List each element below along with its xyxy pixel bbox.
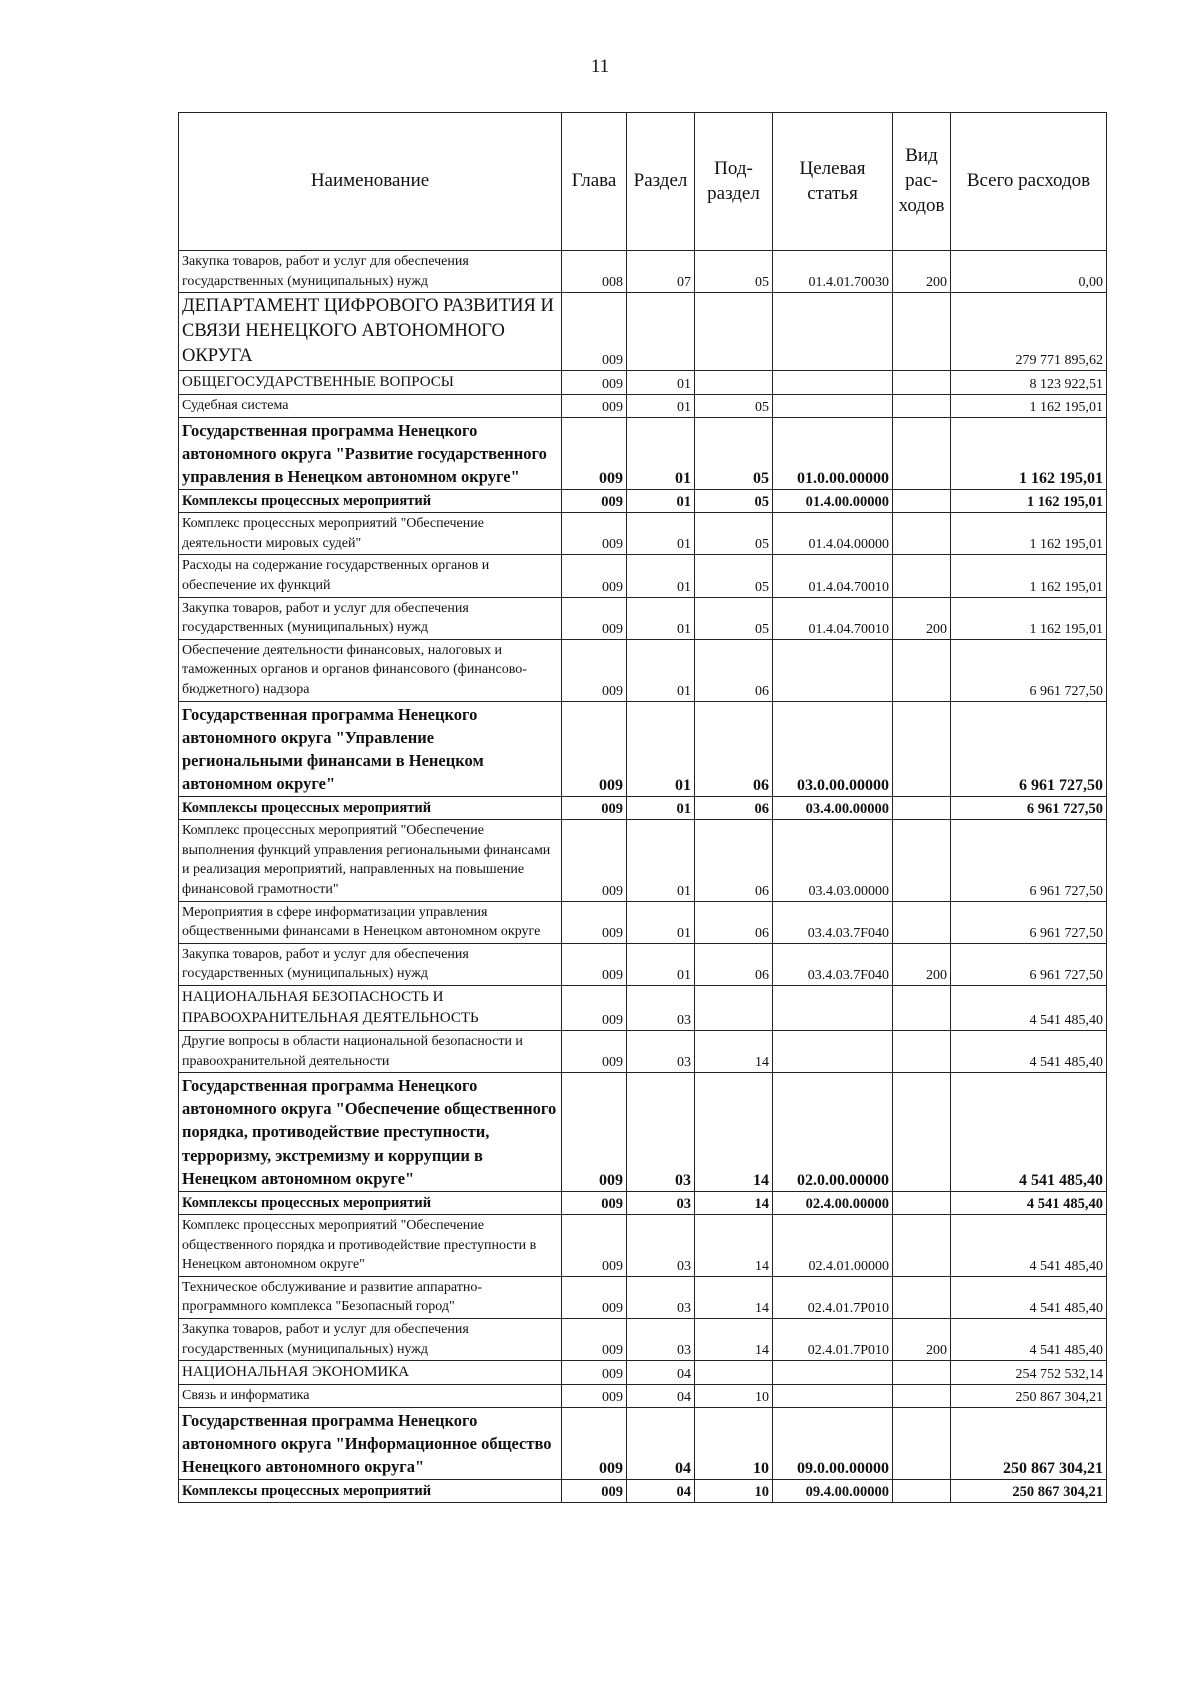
row-razdel: 03	[627, 1214, 695, 1276]
row-podrazdel: 05	[695, 251, 773, 293]
row-celevaya: 01.0.00.00000	[773, 417, 893, 489]
row-vid	[893, 796, 951, 819]
row-razdel: 03	[627, 1276, 695, 1318]
row-glava: 009	[562, 820, 627, 901]
row-vid: 200	[893, 943, 951, 985]
row-name: Обеспечение деятельности финансовых, налоговых и таможенных органов и органов финансового (финансово-бюджетного) надзора	[179, 639, 562, 701]
row-name: Техническое обслуживание и развитие аппаратно-программного комплекса "Безопасный город"	[179, 1276, 562, 1318]
row-podrazdel: 05	[695, 489, 773, 512]
row-vsego: 4 541 485,40	[951, 986, 1107, 1031]
row-vid	[893, 701, 951, 796]
row-razdel: 03	[627, 1031, 695, 1073]
row-name: Закупка товаров, работ и услуг для обеспечения государственных (муниципальных) нужд	[179, 1318, 562, 1360]
row-podrazdel: 05	[695, 395, 773, 418]
row-podrazdel: 05	[695, 555, 773, 597]
row-vsego: 1 162 195,01	[951, 597, 1107, 639]
row-podrazdel: 14	[695, 1191, 773, 1214]
page-number: 11	[590, 56, 610, 77]
row-razdel: 04	[627, 1361, 695, 1385]
row-name: Комплекс процессных мероприятий "Обеспечение выполнения функций управления региональными финансами и реализация мероприятий, направленных на повышение финансовой грамотности"	[179, 820, 562, 901]
row-vid	[893, 513, 951, 555]
row-razdel: 01	[627, 639, 695, 701]
row-name: ДЕПАРТАМЕНТ ЦИФРОВОГО РАЗВИТИЯ И СВЯЗИ НЕНЕЦКОГО АВТОНОМНОГО ОКРУГА	[179, 293, 562, 371]
row-podrazdel: 10	[695, 1407, 773, 1479]
row-razdel: 01	[627, 555, 695, 597]
row-name: Закупка товаров, работ и услуг для обеспечения государственных (муниципальных) нужд	[179, 251, 562, 293]
row-celevaya: 02.4.00.00000	[773, 1191, 893, 1214]
row-celevaya: 01.4.00.00000	[773, 489, 893, 512]
row-podrazdel: 06	[695, 943, 773, 985]
row-glava: 009	[562, 1191, 627, 1214]
row-podrazdel: 05	[695, 597, 773, 639]
row-vid: 200	[893, 597, 951, 639]
row-vsego: 250 867 304,21	[951, 1480, 1107, 1503]
row-podrazdel	[695, 986, 773, 1031]
row-vid	[893, 1276, 951, 1318]
row-podrazdel: 06	[695, 796, 773, 819]
table-row	[179, 1385, 1107, 1408]
row-celevaya: 03.4.03.7F040	[773, 901, 893, 943]
row-razdel: 01	[627, 820, 695, 901]
table-row	[179, 1318, 1107, 1360]
row-razdel: 01	[627, 701, 695, 796]
table-row	[179, 639, 1107, 701]
row-podrazdel: 06	[695, 639, 773, 701]
row-glava: 009	[562, 943, 627, 985]
row-podrazdel	[695, 293, 773, 371]
row-razdel: 01	[627, 513, 695, 555]
row-glava: 009	[562, 1480, 627, 1503]
table-row	[179, 293, 1107, 371]
row-podrazdel: 05	[695, 417, 773, 489]
row-glava: 009	[562, 1318, 627, 1360]
row-celevaya: 03.4.03.7F040	[773, 943, 893, 985]
row-celevaya: 01.4.04.70010	[773, 555, 893, 597]
row-razdel: 03	[627, 1318, 695, 1360]
row-celevaya	[773, 395, 893, 418]
row-celevaya: 01.4.04.70010	[773, 597, 893, 639]
row-vid	[893, 820, 951, 901]
row-name: Комплексы процессных мероприятий	[179, 1480, 562, 1503]
row-glava: 009	[562, 639, 627, 701]
row-vsego: 4 541 485,40	[951, 1276, 1107, 1318]
row-podrazdel: 14	[695, 1073, 773, 1191]
row-celevaya	[773, 639, 893, 701]
row-name: Комплексы процессных мероприятий	[179, 1191, 562, 1214]
row-vsego: 1 162 195,01	[951, 395, 1107, 418]
table-row	[179, 901, 1107, 943]
row-razdel: 04	[627, 1480, 695, 1503]
row-glava: 009	[562, 1214, 627, 1276]
row-podrazdel	[695, 371, 773, 395]
row-vid	[893, 986, 951, 1031]
row-name: Государственная программа Ненецкого автономного округа "Обеспечение общественного порядка, противодействие преступности, терроризму, экстремизму и коррупции в Ненецком автономном округе"	[179, 1073, 562, 1191]
header-vsego: Всего расходов	[951, 113, 1107, 251]
row-name: Комплекс процессных мероприятий "Обеспечение деятельности мировых судей"	[179, 513, 562, 555]
row-vsego: 254 752 532,14	[951, 1361, 1107, 1385]
row-vsego: 6 961 727,50	[951, 796, 1107, 819]
row-razdel: 04	[627, 1385, 695, 1408]
row-razdel: 01	[627, 796, 695, 819]
table-row	[179, 371, 1107, 395]
row-vid	[893, 1385, 951, 1408]
row-glava: 009	[562, 901, 627, 943]
row-vid	[893, 555, 951, 597]
row-glava: 009	[562, 1385, 627, 1408]
row-celevaya: 01.4.01.70030	[773, 251, 893, 293]
row-podrazdel: 14	[695, 1031, 773, 1073]
table-row	[179, 986, 1107, 1031]
row-name: Государственная программа Ненецкого автономного округа "Развитие государственного управления в Ненецком автономном округе"	[179, 417, 562, 489]
row-name: НАЦИОНАЛЬНАЯ ЭКОНОМИКА	[179, 1361, 562, 1385]
row-celevaya: 09.0.00.00000	[773, 1407, 893, 1479]
table-row	[179, 796, 1107, 819]
row-vid: 200	[893, 1318, 951, 1360]
row-podrazdel	[695, 1361, 773, 1385]
row-razdel: 01	[627, 901, 695, 943]
row-name: Связь и информатика	[179, 1385, 562, 1408]
row-glava: 009	[562, 701, 627, 796]
row-vsego: 250 867 304,21	[951, 1385, 1107, 1408]
row-podrazdel: 14	[695, 1214, 773, 1276]
row-name: Государственная программа Ненецкого автономного округа "Управление региональными финансами в Ненецком автономном округе"	[179, 701, 562, 796]
header-razdel: Раздел	[627, 113, 695, 251]
row-vid	[893, 371, 951, 395]
table-row	[179, 1276, 1107, 1318]
row-celevaya: 02.0.00.00000	[773, 1073, 893, 1191]
row-name: ОБЩЕГОСУДАРСТВЕННЫЕ ВОПРОСЫ	[179, 371, 562, 395]
row-vid	[893, 1214, 951, 1276]
row-celevaya: 03.0.00.00000	[773, 701, 893, 796]
header-glava: Глава	[562, 113, 627, 251]
row-vsego: 4 541 485,40	[951, 1031, 1107, 1073]
table-row	[179, 943, 1107, 985]
row-razdel: 01	[627, 371, 695, 395]
row-vid	[893, 1073, 951, 1191]
row-celevaya: 02.4.01.00000	[773, 1214, 893, 1276]
row-celevaya: 09.4.00.00000	[773, 1480, 893, 1503]
table-row	[179, 597, 1107, 639]
row-vsego: 0,00	[951, 251, 1107, 293]
row-podrazdel: 06	[695, 701, 773, 796]
row-vid	[893, 1361, 951, 1385]
row-name: Закупка товаров, работ и услуг для обеспечения государственных (муниципальных) нужд	[179, 943, 562, 985]
row-glava: 009	[562, 1073, 627, 1191]
table-row	[179, 395, 1107, 418]
row-glava: 009	[562, 395, 627, 418]
header-podrazdel: Под- раздел	[695, 113, 773, 251]
row-podrazdel: 10	[695, 1480, 773, 1503]
table-body	[179, 251, 1107, 1503]
row-vid	[893, 395, 951, 418]
table-row	[179, 701, 1107, 796]
row-glava: 009	[562, 1407, 627, 1479]
row-name: Другие вопросы в области национальной безопасности и правоохранительной деятельности	[179, 1031, 562, 1073]
row-razdel: 01	[627, 417, 695, 489]
row-name: Судебная система	[179, 395, 562, 418]
table-row	[179, 489, 1107, 512]
row-vsego: 6 961 727,50	[951, 943, 1107, 985]
row-razdel: 03	[627, 1191, 695, 1214]
table-row	[179, 251, 1107, 293]
row-glava: 009	[562, 555, 627, 597]
row-vsego: 6 961 727,50	[951, 639, 1107, 701]
row-vsego: 4 541 485,40	[951, 1073, 1107, 1191]
row-name: Комплексы процессных мероприятий	[179, 489, 562, 512]
table-row	[179, 1073, 1107, 1191]
table-row	[179, 555, 1107, 597]
row-podrazdel: 10	[695, 1385, 773, 1408]
row-vsego: 1 162 195,01	[951, 555, 1107, 597]
row-vsego: 1 162 195,01	[951, 417, 1107, 489]
row-vsego: 6 961 727,50	[951, 820, 1107, 901]
row-razdel: 01	[627, 943, 695, 985]
table-row	[179, 1214, 1107, 1276]
row-vid	[893, 1407, 951, 1479]
row-glava: 009	[562, 489, 627, 512]
table-row	[179, 417, 1107, 489]
row-podrazdel: 06	[695, 901, 773, 943]
row-celevaya	[773, 371, 893, 395]
row-vsego: 6 961 727,50	[951, 701, 1107, 796]
header-vid: Вид рас- ходов	[893, 113, 951, 251]
row-vsego: 279 771 895,62	[951, 293, 1107, 371]
row-celevaya	[773, 986, 893, 1031]
row-razdel: 01	[627, 395, 695, 418]
row-razdel: 01	[627, 489, 695, 512]
table-row	[179, 1480, 1107, 1503]
table-row	[179, 1407, 1107, 1479]
row-glava: 009	[562, 796, 627, 819]
row-vid	[893, 901, 951, 943]
row-vid	[893, 417, 951, 489]
row-glava: 009	[562, 1361, 627, 1385]
table-row	[179, 1361, 1107, 1385]
row-razdel: 03	[627, 1073, 695, 1191]
row-vsego: 8 123 922,51	[951, 371, 1107, 395]
row-razdel	[627, 293, 695, 371]
row-vid	[893, 1031, 951, 1073]
row-glava: 009	[562, 513, 627, 555]
row-podrazdel: 14	[695, 1318, 773, 1360]
row-name: Расходы на содержание государственных органов и обеспечение их функций	[179, 555, 562, 597]
row-celevaya: 03.4.03.00000	[773, 820, 893, 901]
row-name: НАЦИОНАЛЬНАЯ БЕЗОПАСНОСТЬ И ПРАВООХРАНИТЕЛЬНАЯ ДЕЯТЕЛЬНОСТЬ	[179, 986, 562, 1031]
row-razdel: 03	[627, 986, 695, 1031]
header-row	[179, 113, 1107, 251]
header-celevaya: Целевая статья	[773, 113, 893, 251]
table-row	[179, 1031, 1107, 1073]
row-vid	[893, 639, 951, 701]
row-glava: 008	[562, 251, 627, 293]
row-vsego: 4 541 485,40	[951, 1214, 1107, 1276]
row-razdel: 07	[627, 251, 695, 293]
row-celevaya: 02.4.01.7Р010	[773, 1276, 893, 1318]
row-name: Комплексы процессных мероприятий	[179, 796, 562, 819]
row-vid	[893, 1191, 951, 1214]
budget-table	[178, 112, 1107, 1503]
row-glava: 009	[562, 986, 627, 1031]
row-celevaya	[773, 293, 893, 371]
row-glava: 009	[562, 293, 627, 371]
row-name: Государственная программа Ненецкого автономного округа "Информационное общество Ненецкого автономного округа"	[179, 1407, 562, 1479]
row-celevaya	[773, 1031, 893, 1073]
row-celevaya: 01.4.04.00000	[773, 513, 893, 555]
row-vsego: 1 162 195,01	[951, 513, 1107, 555]
row-name: Мероприятия в сфере информатизации управления общественными финансами в Ненецком автономном округе	[179, 901, 562, 943]
row-podrazdel: 06	[695, 820, 773, 901]
row-razdel: 04	[627, 1407, 695, 1479]
row-glava: 009	[562, 1031, 627, 1073]
row-celevaya	[773, 1385, 893, 1408]
row-vid: 200	[893, 251, 951, 293]
row-celevaya: 02.4.01.7Р010	[773, 1318, 893, 1360]
row-vsego: 4 541 485,40	[951, 1191, 1107, 1214]
table-row	[179, 1191, 1107, 1214]
row-vid	[893, 1480, 951, 1503]
table-row	[179, 820, 1107, 901]
row-celevaya	[773, 1361, 893, 1385]
row-celevaya: 03.4.00.00000	[773, 796, 893, 819]
row-podrazdel: 05	[695, 513, 773, 555]
row-glava: 009	[562, 371, 627, 395]
row-podrazdel: 14	[695, 1276, 773, 1318]
row-vid	[893, 489, 951, 512]
row-name: Закупка товаров, работ и услуг для обеспечения государственных (муниципальных) нужд	[179, 597, 562, 639]
row-name: Комплекс процессных мероприятий "Обеспечение общественного порядка и противодействие преступности в Ненецком автономном округе"	[179, 1214, 562, 1276]
row-razdel: 01	[627, 597, 695, 639]
row-vsego: 250 867 304,21	[951, 1407, 1107, 1479]
header-name: Наименование	[179, 113, 562, 251]
row-glava: 009	[562, 1276, 627, 1318]
row-vsego: 1 162 195,01	[951, 489, 1107, 512]
row-vsego: 4 541 485,40	[951, 1318, 1107, 1360]
row-glava: 009	[562, 597, 627, 639]
table-row	[179, 513, 1107, 555]
row-glava: 009	[562, 417, 627, 489]
row-vsego: 6 961 727,50	[951, 901, 1107, 943]
row-vid	[893, 293, 951, 371]
